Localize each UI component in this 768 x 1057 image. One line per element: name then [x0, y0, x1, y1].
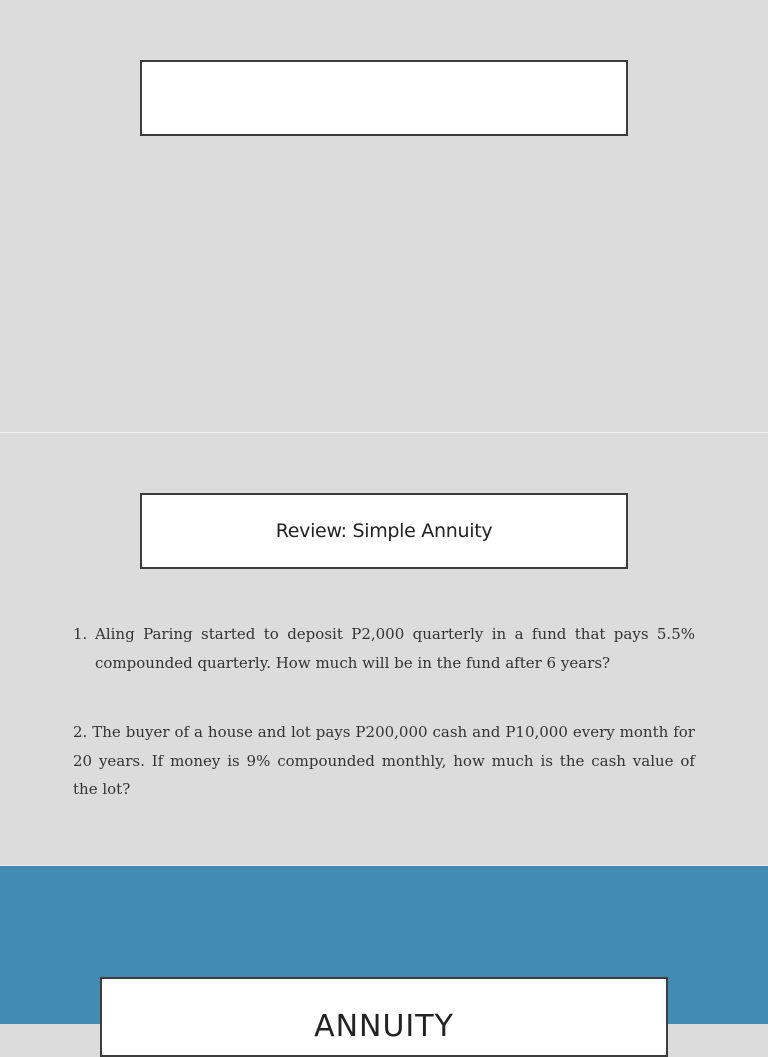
slide-title-box: [100, 977, 668, 1057]
slide-title: ANNUITY: [314, 1009, 454, 1044]
slide-blank: [0, 0, 768, 432]
problem-text: The buyer of a house and lot pays P200,000 cash and P10,000 every month for 20 years. If money is 9% compounded monthly, how much is the cash value of the lot?: [73, 723, 695, 798]
problem-number: 1.: [73, 625, 88, 643]
problem-text: Aling Paring started to deposit P2,000 quarterly in a fund that pays 5.5% compounded quarterly. How much will be in the fund after 6 years?: [95, 625, 695, 672]
slide-title: Review: Simple Annuity: [275, 520, 493, 542]
slide-review-simple-annuity: [0, 433, 768, 865]
slide-annuity: [0, 866, 768, 1044]
problem-number: 2.: [73, 723, 88, 741]
problem-item-2: [73, 718, 695, 804]
slide-title-box-empty: [140, 60, 628, 136]
problem-item-1: [73, 620, 695, 677]
slide-title-box: [140, 493, 628, 569]
